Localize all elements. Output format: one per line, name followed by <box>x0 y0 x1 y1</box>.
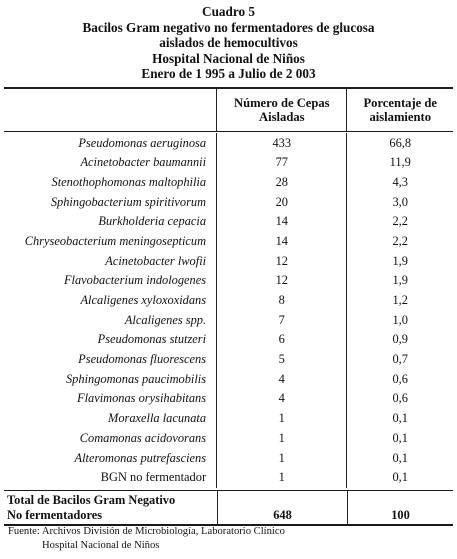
organism-cell: Moraxella lacunata <box>108 411 207 426</box>
percent-cell: 0,7 <box>346 350 453 370</box>
table-row <box>4 291 453 311</box>
total-count: 648 <box>217 491 347 524</box>
count-cell: 433 <box>216 133 346 153</box>
table-row <box>4 429 453 449</box>
percent-cell: 0,6 <box>346 389 453 409</box>
table-row <box>4 448 453 468</box>
table-row <box>4 369 453 389</box>
caption-line: Bacilos Gram negativo no fermentadores de glucosa <box>82 19 375 35</box>
count-cell: 1 <box>216 448 346 468</box>
table-row <box>4 133 453 153</box>
total-label-line1: Total de Bacilos Gram Negativo <box>7 492 176 507</box>
organism-cell: BGN no fermentador <box>100 470 207 485</box>
table-caption <box>0 4 457 82</box>
source-note <box>8 525 285 552</box>
organism-cell: Pseudomonas stutzeri <box>97 332 207 347</box>
organism-cell: Chryseobacterium meningosepticum <box>24 233 207 248</box>
caption-line: Hospital Nacional de Niños <box>152 50 305 66</box>
organism-cell: Pseudomonas fluorescens <box>78 352 207 367</box>
organism-cell: Sphingobacterium spiritivorum <box>50 194 207 209</box>
organism-cell: Acinetobacter lwofii <box>105 253 207 268</box>
organism-cell: Acinetobacter baumannii <box>80 155 207 170</box>
count-cell: 28 <box>216 173 346 193</box>
count-cell: 8 <box>216 291 346 311</box>
table-header-row <box>4 89 453 131</box>
table-row <box>4 271 453 291</box>
table-row <box>4 173 453 193</box>
percent-cell: 2,2 <box>346 232 453 252</box>
organism-cell: Pseudomonas aeruginosa <box>78 135 207 150</box>
percent-cell: 1,9 <box>346 271 453 291</box>
table-row <box>4 192 453 212</box>
count-cell: 1 <box>216 409 346 429</box>
caption-number: Cuadro 5 <box>202 4 255 19</box>
caption-line: aislados de hemocultivos <box>159 35 298 51</box>
percent-cell: 0,1 <box>346 448 453 468</box>
table-row <box>4 232 453 252</box>
percent-cell: 0,6 <box>346 369 453 389</box>
percent-cell: 2,2 <box>346 212 453 232</box>
percent-cell: 11,9 <box>346 153 453 173</box>
count-cell: 12 <box>216 271 346 291</box>
organism-cell: Comamonas acidovorans <box>79 430 207 445</box>
organism-cell: Alteromonas putrefasciens <box>74 450 207 465</box>
table-row <box>4 251 453 271</box>
count-cell: 20 <box>216 192 346 212</box>
organism-cell: Alcaligenes xyloxoxidans <box>80 293 207 308</box>
source-line2: Hospital Nacional de Niños <box>42 539 160 551</box>
header-count: Número de Cepas Aisladas <box>216 89 346 131</box>
table-row <box>4 153 453 173</box>
organism-cell: Stenothophomonas maltophilia <box>51 174 207 189</box>
data-table <box>4 87 453 526</box>
count-cell: 6 <box>216 330 346 350</box>
organism-cell: Alcaligenes spp. <box>124 312 207 327</box>
percent-cell: 1,2 <box>346 291 453 311</box>
count-cell: 1 <box>216 468 346 488</box>
count-cell: 7 <box>216 310 346 330</box>
percent-cell: 0,1 <box>346 429 453 449</box>
table-row <box>4 468 453 488</box>
table-row <box>4 350 453 370</box>
table-row <box>4 212 453 232</box>
table-total-row <box>4 491 453 524</box>
table-row <box>4 310 453 330</box>
percent-cell: 4,3 <box>346 173 453 193</box>
source-line1: Fuente: Archivos División de Microbiología, Laboratorio Clínico <box>8 526 285 537</box>
count-cell: 77 <box>216 153 346 173</box>
percent-cell: 66,8 <box>346 133 453 153</box>
table-row <box>4 409 453 429</box>
organism-cell: Flavimonas orysihabitans <box>77 391 207 406</box>
percent-cell: 0,9 <box>346 330 453 350</box>
organism-cell: Sphingomonas paucimobilis <box>65 371 207 386</box>
caption-line: Enero de 1 995 a Julio de 2 003 <box>141 66 316 82</box>
count-cell: 14 <box>216 212 346 232</box>
percent-cell: 0,1 <box>346 409 453 429</box>
organism-cell: Flavobacterium indologenes <box>63 273 207 288</box>
total-percent: 100 <box>347 491 453 524</box>
count-cell: 1 <box>216 429 346 449</box>
table-row <box>4 389 453 409</box>
count-cell: 4 <box>216 369 346 389</box>
percent-cell: 1,0 <box>346 310 453 330</box>
count-cell: 5 <box>216 350 346 370</box>
total-label-line2: No fermentadores <box>7 507 103 522</box>
table-row <box>4 330 453 350</box>
header-percent: Porcentaje de aislamiento <box>346 89 453 131</box>
count-cell: 14 <box>216 232 346 252</box>
percent-cell: 3,0 <box>346 192 453 212</box>
count-cell: 12 <box>216 251 346 271</box>
percent-cell: 0,1 <box>346 468 453 488</box>
organism-cell: Burkholderia cepacia <box>98 214 207 229</box>
table-body <box>4 132 453 489</box>
count-cell: 4 <box>216 389 346 409</box>
total-label <box>4 491 217 524</box>
percent-cell: 1,9 <box>346 251 453 271</box>
